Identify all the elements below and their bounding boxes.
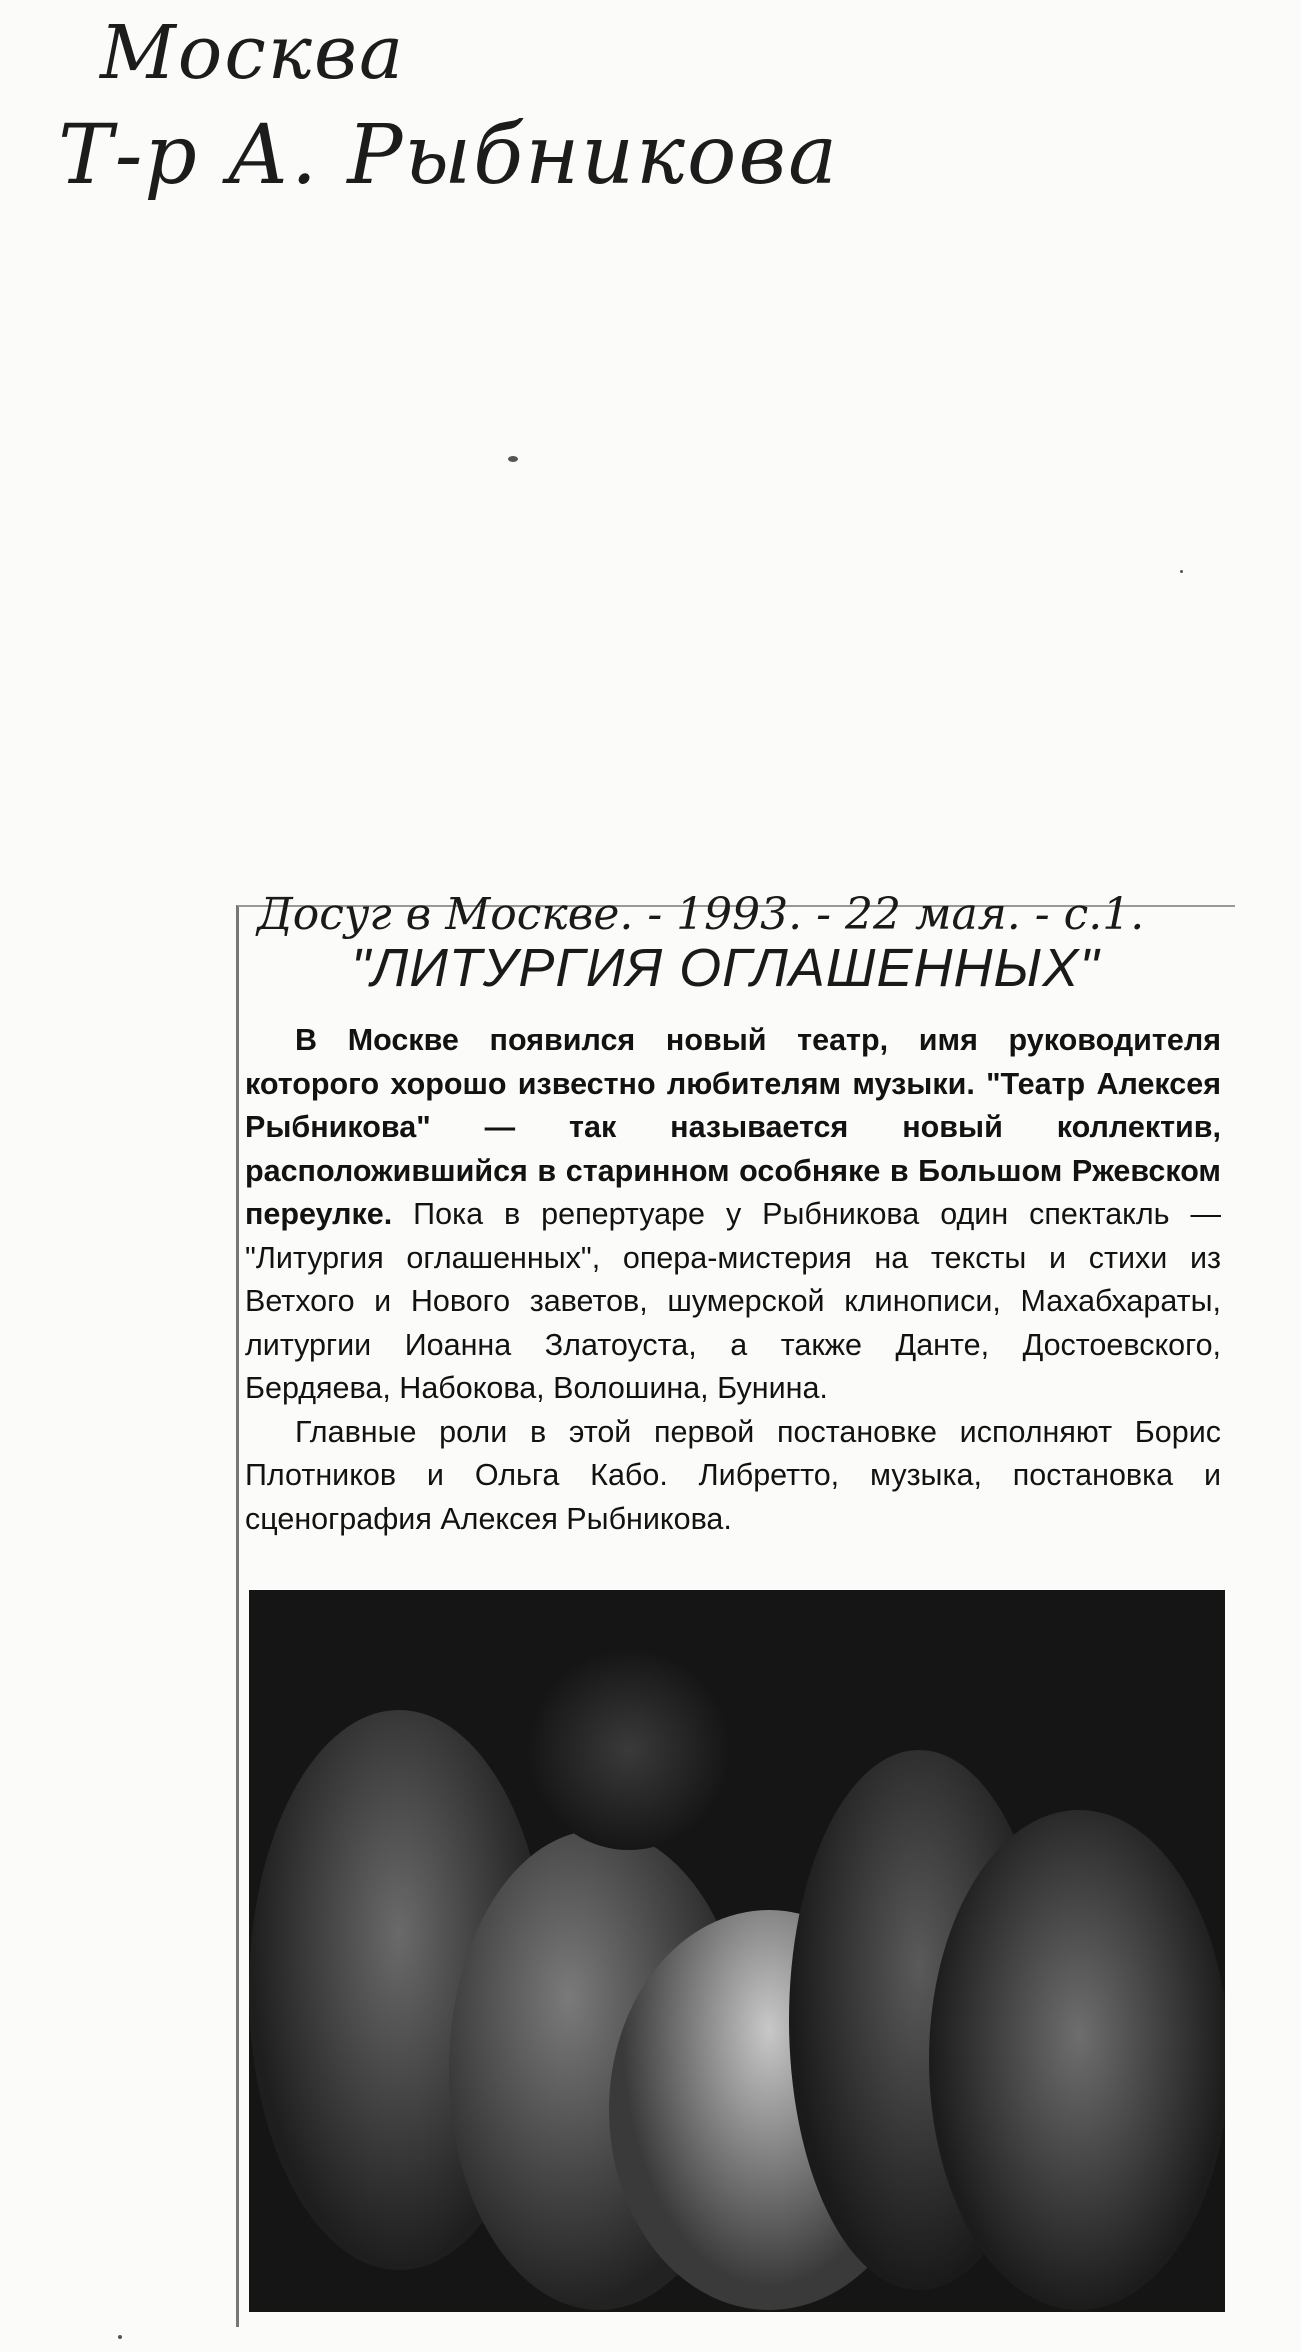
article-lead-rest: Пока в репертуаре у Рыбникова один спектакль — "Литургия оглашенных", опера-мистерия на тексты и стихи из Ветхого и Нового заветов, шумерской клинописи, Махабхараты, литургии Иоанна Златоуста, а также Данте, Достоевского, Бердяева, Набокова, Волошина, Бунина. bbox=[245, 1197, 1221, 1405]
newspaper-clipping bbox=[236, 889, 1235, 2327]
article-headline: "ЛИТУРГИЯ ОГЛАШЕННЫХ" bbox=[351, 938, 1100, 998]
scan-speck bbox=[1180, 570, 1183, 573]
article-body bbox=[245, 1019, 1221, 1541]
article-photo bbox=[249, 1590, 1225, 2312]
photo-figure bbox=[929, 1810, 1225, 2310]
article-lead-bold: В Москве появился новый театр, имя руководителя которого хорошо известно любителям музыки. "Театр Алексея Рыбникова" — так называется новый коллектив, расположившийся в старинном особняке в Большом Ржевском переулке. bbox=[245, 1023, 1221, 1231]
photo-figure bbox=[529, 1650, 729, 1850]
scan-speck bbox=[118, 2335, 122, 2339]
article-paragraph bbox=[245, 1019, 1221, 1411]
article-paragraph: Главные роли в этой первой постановке исполняют Борис Плотников и Ольга Кабо. Либретто, музыка, постановка и сценография Алексея Рыбникова. bbox=[245, 1414, 1221, 1536]
handwritten-city: Москва bbox=[100, 10, 406, 96]
handwritten-source-note: Досуг в Москве. - 1993. - 22 мая. - с.1. bbox=[257, 889, 1145, 940]
scan-speck bbox=[508, 456, 518, 462]
handwritten-theatre-name: Т-р А. Рыбникова bbox=[58, 108, 839, 203]
